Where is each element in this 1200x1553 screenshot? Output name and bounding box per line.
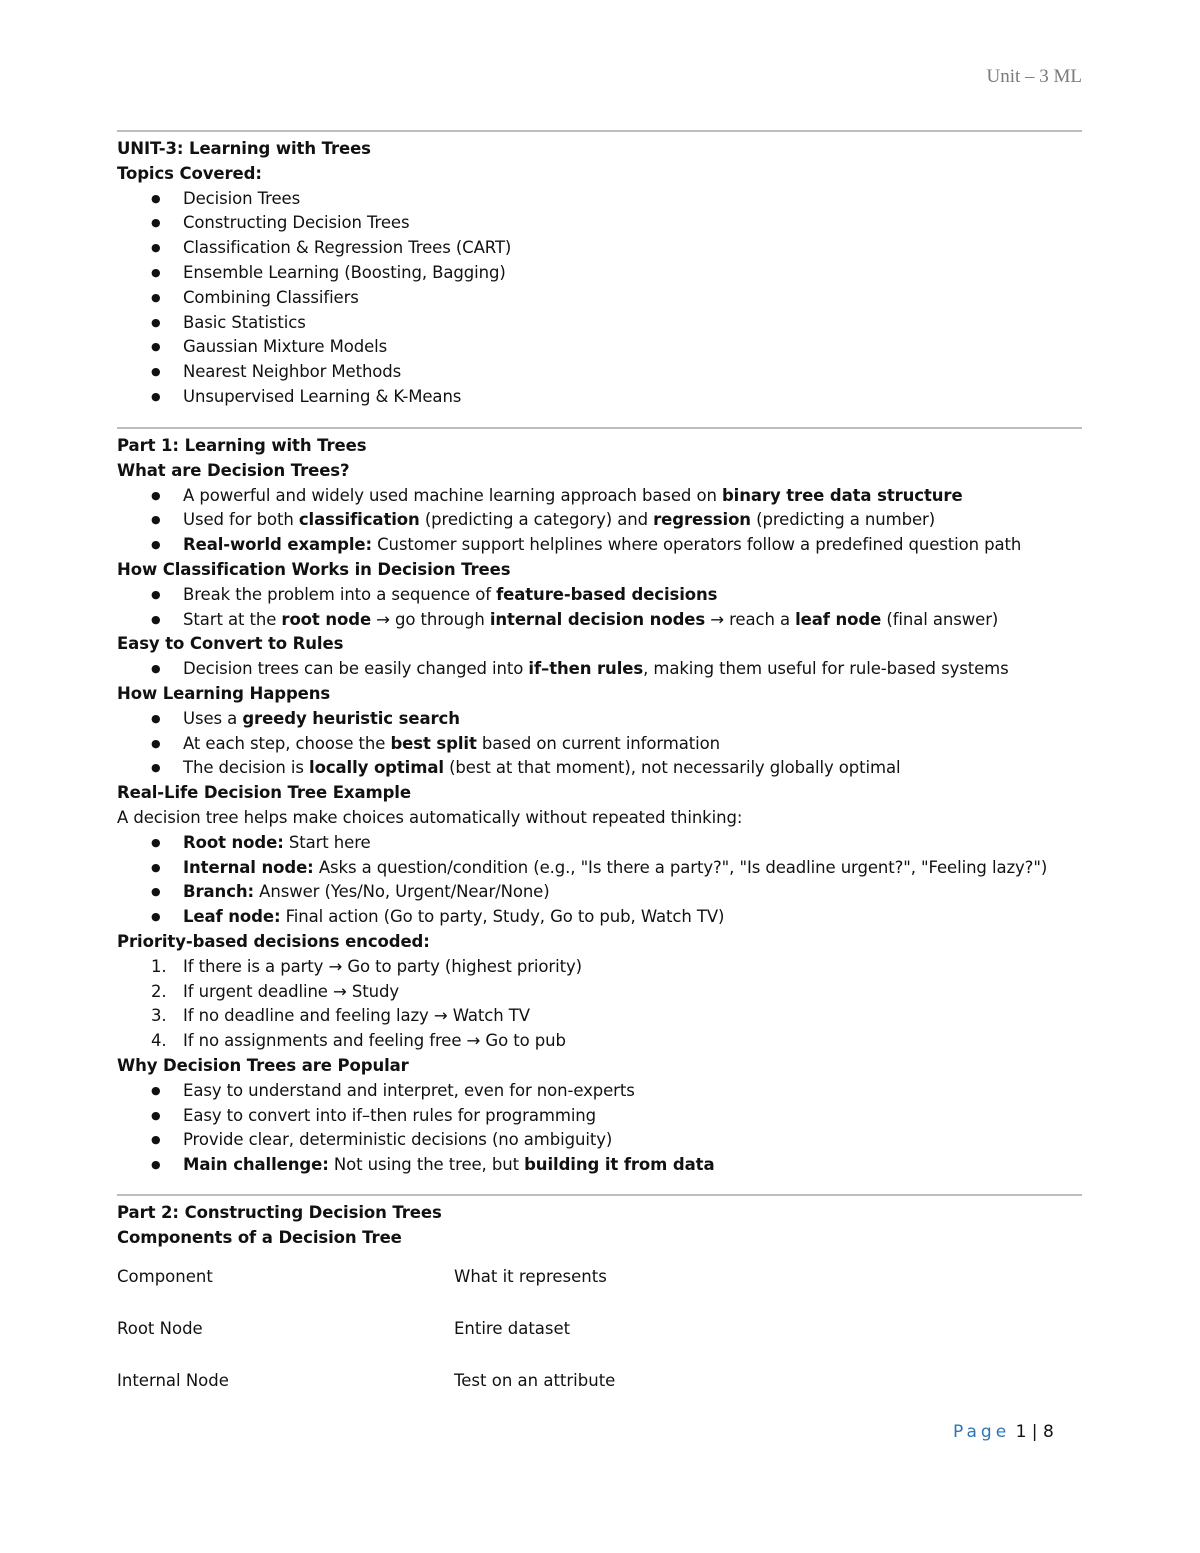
rules-heading: Easy to Convert to Rules — [117, 634, 344, 654]
list-item — [117, 1153, 1097, 1178]
popular-heading: Why Decision Trees are Popular — [117, 1055, 409, 1075]
topic-text: Gaussian Mixture Models — [183, 337, 388, 357]
page-word: Page — [953, 1422, 1011, 1442]
bold-text: regression — [653, 510, 751, 530]
topic-text: Combining Classifiers — [183, 287, 359, 307]
topic-text: Unsupervised Learning & K-Means — [183, 386, 462, 406]
bullet-icon: ● — [151, 1158, 161, 1172]
list-item — [117, 732, 1097, 757]
table-row — [117, 1317, 1082, 1369]
topic-text: Constructing Decision Trees — [183, 213, 410, 233]
how-class-list — [117, 583, 1097, 633]
item-text: If no deadline and feeling lazy → Watch TV — [183, 1006, 530, 1026]
bullet-icon: ● — [151, 736, 161, 750]
item-text: Not using the tree, but — [328, 1155, 525, 1175]
bullet-icon: ● — [151, 389, 161, 403]
topic-text: Classification & Regression Trees (CART) — [183, 238, 512, 258]
bullet-icon: ● — [151, 910, 161, 924]
item-text: Uses a — [183, 708, 243, 728]
bullet-icon: ● — [151, 340, 161, 354]
bullet-icon: ● — [151, 265, 161, 279]
topic-item — [117, 335, 1097, 360]
topic-item — [117, 211, 1097, 236]
part1-title: Part 1: Learning with Trees — [117, 436, 367, 455]
topic-text: Decision Trees — [183, 188, 301, 208]
bullet-icon: ● — [151, 216, 161, 230]
item-number: 2. — [151, 981, 167, 1001]
part2-title: Part 2: Constructing Decision Trees — [117, 1203, 442, 1222]
item-text: If there is a party → Go to party (highest priority) — [183, 956, 582, 976]
bold-text: leaf node — [795, 609, 882, 629]
item-text: , making them useful for rule-based systems — [643, 659, 1009, 679]
what-heading: What are Decision Trees? — [117, 460, 350, 480]
list-item — [117, 657, 1097, 682]
bullet-icon: ● — [151, 761, 161, 775]
topic-item — [117, 187, 1097, 212]
bold-text: internal decision nodes — [489, 609, 706, 629]
item-text: Start here — [283, 832, 371, 852]
bold-text: Branch: — [183, 882, 255, 902]
what-list — [117, 484, 1097, 558]
bold-text: Main challenge: — [183, 1155, 329, 1175]
topics-list — [117, 187, 1097, 410]
topic-text: Ensemble Learning (Boosting, Bagging) — [183, 262, 506, 282]
item-number: 3. — [151, 1006, 167, 1026]
item-text: (predicting a number) — [750, 510, 936, 530]
priority-list — [117, 955, 1097, 1054]
list-item — [117, 905, 1097, 930]
item-text: Asks a question/condition (e.g., "Is there a party?", "Is deadline urgent?", "Feeling lazy?") — [313, 857, 1048, 877]
list-item — [117, 608, 1097, 633]
list-item — [117, 484, 1097, 509]
priority-item — [117, 955, 1097, 980]
bullet-icon: ● — [151, 835, 161, 849]
bold-text: Internal node: — [183, 857, 314, 877]
bullet-icon: ● — [151, 1133, 161, 1147]
bold-text: root node — [281, 609, 372, 629]
bold-text: feature-based decisions — [496, 584, 718, 604]
bullet-icon: ● — [151, 513, 161, 527]
list-item — [117, 1128, 1097, 1153]
example-heading: Real-Life Decision Tree Example — [117, 783, 411, 803]
item-text: Start at the — [183, 609, 282, 629]
item-text: → go through — [371, 609, 490, 629]
rules-list — [117, 657, 1097, 682]
list-item — [117, 508, 1097, 533]
example-intro: A decision tree helps make choices automatically without repeated thinking: — [117, 807, 743, 827]
divider — [117, 1194, 1082, 1196]
table-header-row — [117, 1265, 1082, 1317]
bullet-icon: ● — [151, 1083, 161, 1097]
bullet-icon: ● — [151, 885, 161, 899]
bullet-icon: ● — [151, 1108, 161, 1122]
bullet-icon: ● — [151, 538, 161, 552]
example-list — [117, 831, 1097, 930]
learning-list — [117, 707, 1097, 781]
part1-section — [117, 434, 1097, 1178]
popular-list — [117, 1079, 1097, 1178]
table-header-cell: What it represents — [454, 1267, 607, 1286]
priority-item — [117, 1029, 1097, 1054]
divider — [117, 130, 1082, 132]
bullet-icon: ● — [151, 662, 161, 676]
item-text: A powerful and widely used machine learning approach based on — [183, 485, 722, 505]
table-cell: Root Node — [117, 1319, 203, 1338]
list-item — [117, 880, 1097, 905]
bold-text: Real-world example: — [183, 535, 372, 555]
topics-label: Topics Covered: — [117, 163, 262, 183]
bullet-icon: ● — [151, 612, 161, 626]
bold-text: Root node: — [183, 832, 284, 852]
intro-section — [117, 137, 1097, 410]
bold-text: classification — [298, 510, 420, 530]
part2-section — [117, 1201, 1097, 1251]
page-footer — [953, 1422, 1054, 1442]
components-heading: Components of a Decision Tree — [117, 1227, 402, 1247]
item-text: based on current information — [476, 733, 720, 753]
item-text: (best at that moment), not necessarily globally optimal — [443, 758, 901, 778]
bullet-icon: ● — [151, 365, 161, 379]
list-item — [117, 856, 1097, 881]
item-text: Customer support helplines where operators follow a predefined question path — [371, 535, 1022, 555]
list-item — [117, 831, 1097, 856]
priority-item — [117, 980, 1097, 1005]
page-number: 1 — [1015, 1422, 1027, 1442]
item-text: (predicting a category) and — [419, 510, 654, 530]
item-text: If no assignments and feeling free → Go to pub — [183, 1031, 566, 1051]
item-text: Decision trees can be easily changed into — [183, 659, 529, 679]
item-text: Final action (Go to party, Study, Go to pub, Watch TV) — [280, 907, 725, 927]
topic-item — [117, 286, 1097, 311]
bold-text: Leaf node: — [183, 907, 281, 927]
bullet-icon: ● — [151, 587, 161, 601]
topic-item — [117, 236, 1097, 261]
item-text: Break the problem into a sequence of — [183, 584, 497, 604]
bullet-icon: ● — [151, 488, 161, 502]
topic-item — [117, 311, 1097, 336]
item-text: Provide clear, deterministic decisions (no ambiguity) — [183, 1130, 613, 1150]
topic-item — [117, 385, 1097, 410]
page-separator: | — [1031, 1422, 1038, 1442]
learning-heading: How Learning Happens — [117, 683, 331, 703]
bullet-icon: ● — [151, 290, 161, 304]
item-text: Answer (Yes/No, Urgent/Near/None) — [254, 882, 550, 902]
bullet-icon: ● — [151, 711, 161, 725]
item-text: Used for both — [183, 510, 299, 530]
table-row — [117, 1369, 1082, 1421]
bold-text: building it from data — [524, 1155, 715, 1175]
topic-item — [117, 261, 1097, 286]
divider — [117, 427, 1082, 429]
table-cell: Entire dataset — [454, 1319, 571, 1338]
topic-text: Basic Statistics — [183, 312, 306, 332]
item-text: (final answer) — [881, 609, 999, 629]
bullet-icon: ● — [151, 860, 161, 874]
bullet-icon: ● — [151, 191, 161, 205]
table-cell: Internal Node — [117, 1371, 229, 1390]
bullet-icon: ● — [151, 315, 161, 329]
bold-text: binary tree data structure — [721, 485, 963, 505]
bold-text: best split — [390, 733, 477, 753]
components-table — [117, 1265, 1082, 1421]
item-text: → reach a — [705, 609, 796, 629]
bold-text: greedy heuristic search — [242, 708, 460, 728]
bold-text: if–then rules — [528, 659, 644, 679]
topic-item — [117, 360, 1097, 385]
list-item — [117, 1079, 1097, 1104]
item-text: Easy to convert into if–then rules for programming — [183, 1105, 597, 1125]
item-text: If urgent deadline → Study — [183, 981, 400, 1001]
priority-item — [117, 1004, 1097, 1029]
table-header-cell: Component — [117, 1267, 213, 1286]
table-cell: Test on an attribute — [454, 1371, 616, 1390]
list-item — [117, 583, 1097, 608]
list-item — [117, 533, 1097, 558]
item-text: The decision is — [183, 758, 310, 778]
unit-title: UNIT-3: Learning with Trees — [117, 139, 371, 158]
bullet-icon: ● — [151, 241, 161, 255]
bold-text: locally optimal — [309, 758, 444, 778]
list-item — [117, 707, 1097, 732]
list-item — [117, 1104, 1097, 1129]
item-number: 1. — [151, 956, 167, 976]
item-number: 4. — [151, 1031, 167, 1051]
how-class-heading: How Classification Works in Decision Trees — [117, 559, 511, 579]
topic-text: Nearest Neighbor Methods — [183, 362, 402, 382]
running-header: Unit – 3 ML — [986, 66, 1082, 87]
item-text: Easy to understand and interpret, even for non-experts — [183, 1080, 635, 1100]
priority-heading: Priority-based decisions encoded: — [117, 931, 430, 951]
list-item — [117, 756, 1097, 781]
page-total: 8 — [1042, 1422, 1054, 1442]
item-text: At each step, choose the — [183, 733, 391, 753]
